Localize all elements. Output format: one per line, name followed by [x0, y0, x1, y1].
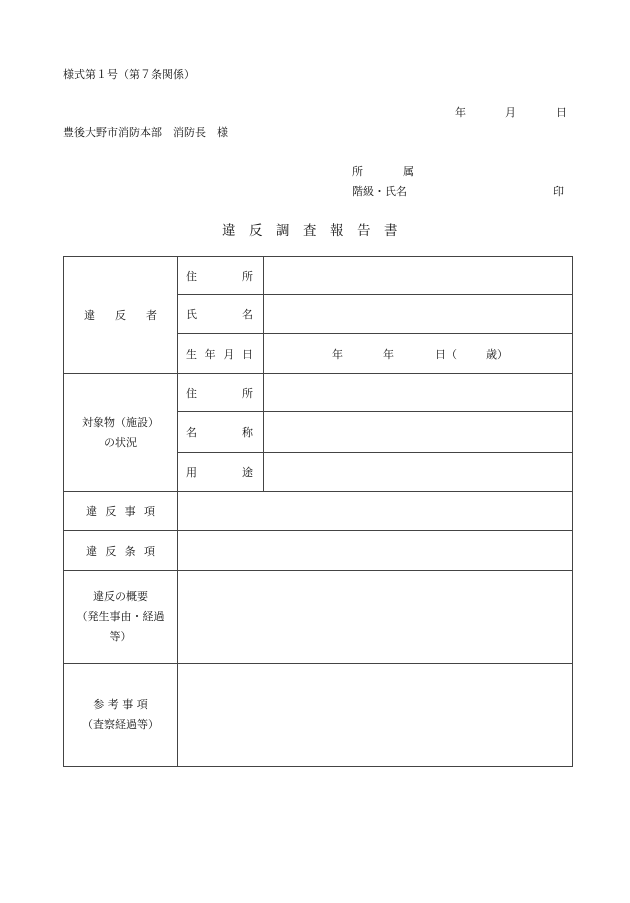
violator-section-cell — [64, 257, 178, 374]
label-char: 日 — [241, 347, 253, 361]
violation-item-label — [64, 503, 177, 519]
label-char: 項 — [143, 505, 155, 518]
summary-label-line1: 違反の概要 — [93, 590, 148, 603]
birth-age: 歳） — [486, 347, 508, 361]
date-month — [505, 104, 516, 120]
title-char: 報 — [330, 223, 344, 239]
seal-mark: 印 — [553, 185, 564, 198]
summary-label-line3: 等） — [109, 630, 132, 643]
violation-item-field[interactable] — [178, 492, 573, 531]
target-name-field[interactable] — [264, 412, 573, 453]
label-char: 反 — [105, 544, 117, 558]
address-label — [178, 385, 263, 401]
label-char: 事 — [124, 505, 136, 518]
date-year-label: 年 — [455, 106, 466, 119]
target-name-label — [178, 424, 263, 440]
title-char: 査 — [303, 223, 317, 239]
notes-label-line1: 参 考 事 項 — [93, 698, 148, 711]
label-char: 氏 — [186, 308, 197, 321]
label-char: 住 — [186, 269, 197, 283]
affiliation-label-2 — [403, 163, 414, 179]
use-label — [178, 464, 263, 480]
label-char: 反 — [115, 309, 126, 322]
date-line — [455, 104, 466, 120]
target-name-label-cell — [178, 412, 264, 453]
summary-row — [64, 571, 573, 664]
label-char: 違 — [84, 309, 95, 322]
affiliation-char-2: 属 — [403, 165, 414, 178]
notes-label-cell — [64, 664, 178, 767]
birthdate-template — [264, 346, 572, 362]
target-section-cell — [64, 374, 178, 492]
report-table — [63, 256, 573, 767]
label-char: 称 — [242, 426, 253, 439]
title-char: 反 — [249, 223, 263, 239]
violator-label — [64, 307, 177, 323]
target-use-field[interactable] — [264, 453, 573, 492]
violation-clause-label — [64, 543, 177, 559]
date-month-label: 月 — [505, 106, 516, 119]
affiliation-char-1: 所 — [352, 165, 363, 178]
name-label — [178, 306, 263, 322]
label-char: 所 — [242, 386, 253, 400]
label-char: 住 — [186, 386, 197, 400]
summary-label-line2: （発生事由・経過 — [76, 610, 165, 623]
summary-field[interactable] — [178, 571, 573, 664]
summary-label-cell — [64, 571, 178, 664]
violation-item-label-cell — [64, 492, 178, 531]
label-char: 途 — [242, 466, 253, 479]
label-char: 年 — [204, 347, 216, 361]
title-char: 書 — [384, 223, 398, 239]
violation-clause-row — [64, 531, 573, 571]
address-label — [178, 268, 263, 284]
label-char: 名 — [186, 426, 197, 439]
birthdate-label — [178, 346, 263, 362]
violator-birth-label-cell — [178, 334, 264, 374]
notes-field[interactable] — [178, 664, 573, 767]
target-use-label-cell — [178, 453, 264, 492]
birth-day: 日（ — [435, 347, 457, 361]
violation-item-row — [64, 492, 573, 531]
target-label-line2: の状況 — [104, 435, 137, 449]
date-day — [556, 104, 567, 120]
violation-clause-label-cell — [64, 531, 178, 571]
label-char: 名 — [242, 308, 253, 321]
document-title — [222, 219, 411, 239]
label-char: 違 — [86, 505, 97, 518]
birth-era-year: 年 — [332, 347, 343, 361]
target-address-label-cell — [178, 374, 264, 412]
label-char: 月 — [223, 347, 235, 361]
label-char: 用 — [186, 466, 197, 479]
violator-address-label-cell — [178, 257, 264, 295]
notes-label-line2: （査察経過等） — [82, 718, 159, 731]
label-char: 違 — [86, 544, 97, 558]
label-char: 反 — [105, 505, 117, 518]
violation-clause-field[interactable] — [178, 531, 573, 571]
affiliation-label — [352, 163, 363, 179]
label-char: 条 — [124, 544, 136, 558]
form-number: 様式第１号（第７条関係） — [63, 68, 195, 81]
birth-year: 年 — [383, 347, 394, 361]
violator-name-label-cell — [178, 295, 264, 334]
title-char: 調 — [276, 223, 290, 239]
target-address-row — [64, 374, 573, 412]
violator-address-row — [64, 257, 573, 295]
title-char: 違 — [222, 223, 236, 239]
notes-row — [64, 664, 573, 767]
label-char: 生 — [186, 347, 197, 361]
addressee: 豊後大野市消防本部 消防長 様 — [63, 126, 228, 139]
violator-name-field[interactable] — [264, 295, 573, 334]
violator-address-field[interactable] — [264, 257, 573, 295]
violator-birth-field[interactable] — [264, 334, 573, 374]
label-char: 項 — [143, 544, 155, 558]
target-label-line1: 対象物（施設） — [82, 415, 159, 429]
date-day-label: 日 — [556, 106, 567, 119]
label-char: 所 — [242, 269, 253, 283]
label-char: 者 — [146, 309, 157, 322]
rank-name-label: 階級・氏名 — [352, 185, 407, 198]
target-address-field[interactable] — [264, 374, 573, 412]
title-char: 告 — [357, 223, 371, 239]
